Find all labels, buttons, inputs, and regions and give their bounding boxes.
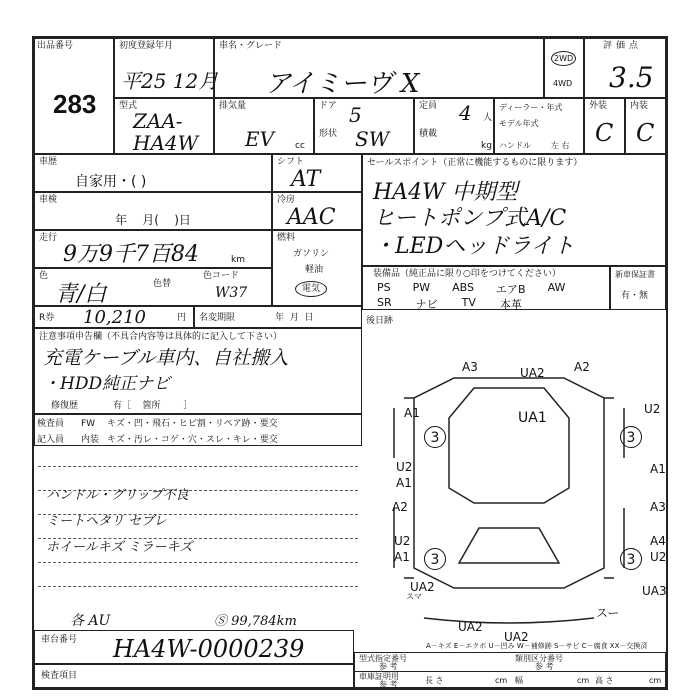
handle-label: ハンドル xyxy=(499,141,531,150)
equip-tv: TV xyxy=(461,296,476,309)
notes-label: 注意事項申告欄（不具合内容等は具体的に記入して下さい） xyxy=(39,332,283,342)
sales-point-line-3: ・LEDヘッドライト xyxy=(373,234,575,259)
damage-label-left-6: A1 xyxy=(394,550,410,564)
interior-cell xyxy=(625,98,666,154)
shift-cell xyxy=(272,154,362,192)
doors-value: 5 xyxy=(349,103,362,127)
displacement-unit: cc xyxy=(295,141,305,151)
name-change-value: 年 月 日 xyxy=(275,313,314,323)
history-label: 車歴 xyxy=(39,157,58,167)
capacity-cell xyxy=(414,98,494,154)
first-registration-cell xyxy=(114,38,219,98)
doors-body-cell xyxy=(314,98,414,154)
fuel-option-electric: 電気 xyxy=(295,281,327,297)
interior-items: キズ・汚レ・コゲ・穴・スレ・キレ・要交 xyxy=(107,435,278,445)
recycle-value: 10,210 xyxy=(83,307,146,328)
chassis-value: HA4W-0000239 xyxy=(113,635,305,663)
displacement-cell xyxy=(214,98,314,154)
score-value: 3.5 xyxy=(609,61,654,94)
inspector-label: 検査員 xyxy=(37,419,65,429)
mileage-cell xyxy=(34,230,272,268)
shift-value: AT xyxy=(291,167,321,192)
damage-legend: A－キズ E－エクボ U－凹み W－補修跡 S－サビ C－腐食 XX－交換済 xyxy=(426,642,648,650)
tire-grade-front-left: 3 xyxy=(424,426,446,448)
damage-label-bottom-3: スー xyxy=(596,606,620,620)
auction-sheet xyxy=(32,36,668,690)
ac-value: AAC xyxy=(287,205,336,230)
damage-label-top-2: UA2 xyxy=(520,366,545,380)
recycle-unit: 円 xyxy=(177,313,187,323)
inspector-note-1: ハンドル・グリップ不良 xyxy=(46,488,189,503)
damage-label-left-4: A2 xyxy=(392,500,408,514)
height-label: 高 さ xyxy=(595,676,614,685)
windshield-outline xyxy=(449,388,569,503)
chassis-box xyxy=(34,630,354,664)
sales-point-box xyxy=(362,154,666,266)
warranty-value: 有・無 xyxy=(621,291,649,301)
damage-label-right-2: A1 xyxy=(650,462,666,476)
final-grade-note: 各 AU xyxy=(70,613,111,629)
inspection-value: 年 月( )日 xyxy=(115,213,191,227)
dealer-label: ディーラー・年式 xyxy=(499,103,563,112)
name-change-cell xyxy=(194,306,362,328)
equipment-row-1 xyxy=(377,281,565,297)
name-change-label: 名変期限 xyxy=(199,313,236,323)
damage-label-left-7: UA2 xyxy=(410,580,435,594)
body-type-label: 形状 xyxy=(319,129,338,139)
equip-aw: AW xyxy=(547,281,566,294)
garage-cert-ref: 参 考 xyxy=(379,680,398,689)
score-cell xyxy=(584,38,666,98)
spec-table xyxy=(354,652,666,688)
capacity-value: 4 xyxy=(459,101,472,125)
final-mileage-note: Ⓢ 99,784km xyxy=(214,614,297,629)
model-value-line2: HA4W xyxy=(133,131,199,155)
inspector-note-2: ミートヘタリ セブレ xyxy=(46,514,167,529)
damage-label-bottom-left: スマ xyxy=(406,592,422,601)
damage-label-left-1: A1 xyxy=(404,406,420,420)
fw-items: キズ・凹・飛石・ヒビ割・リペア跡・要交 xyxy=(107,419,278,429)
damage-label-top-3: A2 xyxy=(574,360,590,374)
fuel-option-diesel: 軽油 xyxy=(305,265,324,275)
inspection-label: 車検 xyxy=(39,195,58,205)
interior-value: C xyxy=(636,119,655,147)
damage-label-bottom-2: UA2 xyxy=(504,630,529,644)
warranty-label: 新車保証書 xyxy=(615,270,655,279)
first-registration-value: 平25 12月 xyxy=(121,69,219,93)
notes-box xyxy=(34,328,362,414)
equipment-row-2 xyxy=(377,296,522,312)
car-name-label: 車名・グレード xyxy=(219,41,283,51)
color-code-value: W37 xyxy=(215,285,248,301)
capacity-label: 定員 xyxy=(419,101,438,111)
category-label: 類別区分番号 xyxy=(515,654,563,663)
color-change-label: 色替 xyxy=(153,279,172,289)
equip-leather: 本革 xyxy=(499,298,522,311)
tire-grade-rear-left: 3 xyxy=(424,548,446,570)
repair-history-value: 有［ 箇所 ］ xyxy=(113,401,193,411)
lot-number-label: 出品番号 xyxy=(37,41,74,51)
body-type-value: SW xyxy=(355,127,390,151)
score-label: 評価点 xyxy=(603,41,643,51)
color-cell xyxy=(34,268,272,306)
ac-label: 冷房 xyxy=(277,195,296,205)
damage-label-left-2: U2 xyxy=(396,460,413,474)
interior-inspect-label: 内装 xyxy=(81,435,100,445)
two-wd-option: 2WD xyxy=(551,51,576,66)
model-year-label: モデル年式 xyxy=(499,119,539,128)
lot-number: 283 xyxy=(53,89,97,119)
note-rule xyxy=(38,586,358,587)
doors-label: ドア xyxy=(319,101,337,111)
entry-person-label: 記入員 xyxy=(37,435,65,445)
rear-bumper xyxy=(424,618,594,623)
exterior-value: C xyxy=(595,119,614,147)
fw-label: FW xyxy=(81,419,96,429)
length-unit: cm xyxy=(495,676,508,685)
payload-unit: kg xyxy=(481,141,492,151)
inspector-box xyxy=(34,414,362,446)
model-cell xyxy=(114,98,214,154)
damage-label-top-1: A3 xyxy=(462,360,478,374)
table-rule xyxy=(355,671,665,672)
sales-point-line-1: HA4W 中期型 xyxy=(373,180,518,205)
damage-label-right-5: U2 xyxy=(650,550,667,564)
inspector-notes-area xyxy=(34,446,362,606)
damage-label-right-6: UA3 xyxy=(642,584,667,598)
warranty-box xyxy=(610,266,666,310)
recycle-label: R券 xyxy=(39,313,55,323)
notes-line-1: 充電ケーブル車内、自社搬入 xyxy=(43,347,289,369)
shift-label: シフト xyxy=(277,157,305,167)
model-value-line1: ZAA- xyxy=(133,109,183,133)
first-registration-label: 初度登録年月 xyxy=(119,41,174,51)
mileage-label: 走行 xyxy=(39,233,58,243)
width-label: 幅 xyxy=(515,676,523,685)
four-wd-option: 4WD xyxy=(553,79,573,88)
tire-grade-front-right: 3 xyxy=(620,426,642,448)
sales-point-label: セールスポイント（正常に機能するものに限ります） xyxy=(367,158,583,168)
equip-airbag: エアB xyxy=(496,283,526,296)
interior-label: 内装 xyxy=(630,101,649,111)
category-ref: 参 考 xyxy=(535,662,554,671)
inspection-cell xyxy=(34,192,272,230)
damage-label-right-3: A3 xyxy=(650,500,666,514)
inspection-items-label: 検査項目 xyxy=(41,671,78,681)
type-spec-label: 型式指定番号 xyxy=(359,654,407,663)
handle-value: 左 右 xyxy=(551,141,570,150)
color-code-label: 色コード xyxy=(203,271,240,281)
damage-label-right-1: U2 xyxy=(644,402,661,416)
width-unit: cm xyxy=(577,676,590,685)
color-label: 色 xyxy=(39,271,49,281)
damage-label-left-5: U2 xyxy=(394,534,411,548)
equipment-label: 装備品（純正品に限り○印をつけてください） xyxy=(373,269,561,279)
exterior-cell xyxy=(584,98,625,154)
sales-point-line-2: ヒートポンプ式A/C xyxy=(373,206,567,231)
fuel-option-gasoline: ガソリン xyxy=(293,249,330,259)
note-rule xyxy=(38,562,358,563)
damage-label-center: UA1 xyxy=(518,410,547,426)
car-name-cell xyxy=(214,38,544,98)
tire-grade-rear-right: 3 xyxy=(620,548,642,570)
repair-history-label: 修復歴 xyxy=(51,401,79,411)
equip-ps: PS xyxy=(377,281,391,294)
color-value: 青/白 xyxy=(55,282,107,307)
damage-label-right-4: A4 xyxy=(650,534,666,548)
equip-abs: ABS xyxy=(452,281,475,294)
damage-label-left-3: A1 xyxy=(396,476,412,490)
history-cell xyxy=(34,154,272,192)
equipment-box xyxy=(362,266,610,310)
inspector-note-3: ホイールキズ ミラーキズ xyxy=(46,540,193,555)
note-rule xyxy=(38,466,358,467)
ac-cell xyxy=(272,192,362,230)
mileage-value: 9万9千7百84 xyxy=(63,242,199,267)
rear-seat-label: 後日跡 xyxy=(366,316,394,326)
fuel-label: 燃料 xyxy=(277,233,296,243)
rear-window-outline xyxy=(459,528,559,563)
lot-number-cell xyxy=(34,38,114,154)
exterior-label: 外装 xyxy=(589,101,608,111)
dealer-cell xyxy=(494,98,584,154)
displacement-label: 排気量 xyxy=(219,101,247,111)
capacity-unit: 人 xyxy=(483,113,493,123)
fuel-cell xyxy=(272,230,362,306)
height-unit: cm xyxy=(649,676,662,685)
garage-cert-label: 車庫証明用 xyxy=(359,672,399,681)
model-label: 型式 xyxy=(119,101,138,111)
chassis-label: 車台番号 xyxy=(41,635,78,645)
equip-navi: ナビ xyxy=(415,298,438,311)
equip-pw: PW xyxy=(412,281,431,294)
recycle-cell xyxy=(34,306,194,328)
payload-label: 積載 xyxy=(419,129,438,139)
history-value: 自家用・( ) xyxy=(75,174,147,190)
damage-label-bottom-1: UA2 xyxy=(458,620,483,634)
inspection-items-box xyxy=(34,664,354,688)
displacement-value: EV xyxy=(245,127,275,151)
drive-cell xyxy=(544,38,584,98)
length-label: 長 さ xyxy=(425,676,444,685)
type-spec-ref: 参 考 xyxy=(379,662,398,671)
car-name-value: アイミーヴ X xyxy=(265,69,420,99)
mileage-unit: km xyxy=(231,255,245,265)
notes-line-2: ・HDD純正ナビ xyxy=(43,374,171,394)
equip-sr: SR xyxy=(377,296,392,309)
